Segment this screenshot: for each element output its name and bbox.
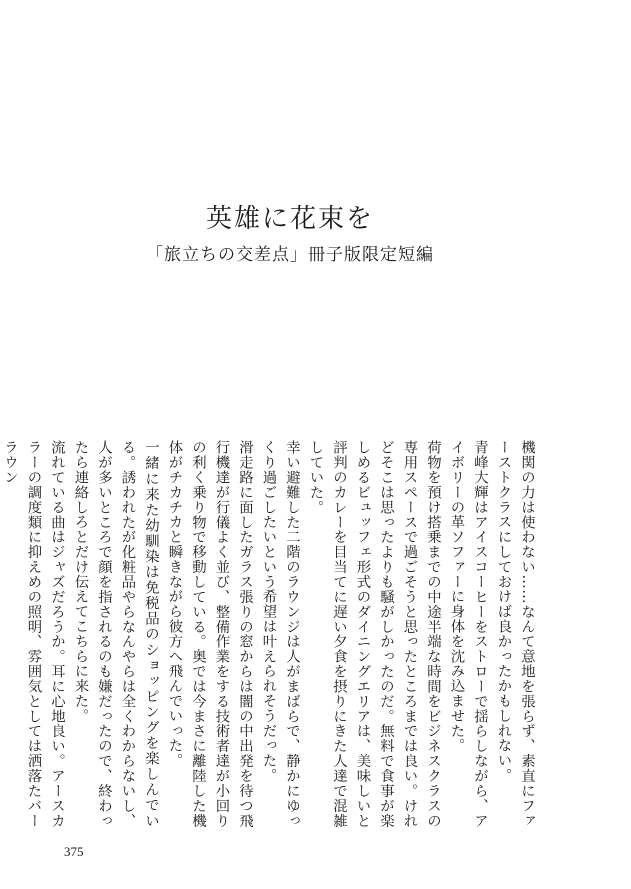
paragraph: 荷物を預け搭乗までの中途半端な時間をビジネスクラスの専用スペースで過ごそうと思ったところまでは良い。けれどそこは思ったよりも騒がしかったのだ。無料で食事が楽しめるビュッフェ形式のダイニングエリアは、美味しいと評判のカレーを目当てに遅い夕食を摂りにきた人達で混雑していた。 [307, 440, 441, 828]
story-title: 英雄に花束を [205, 204, 374, 234]
paragraph: 青峰大輝はアイスコーヒーをストローで揺らしながら、アイボリーの革ソファーに身体を沈み込ませた。 [448, 440, 488, 828]
paragraph: 幸い避難した二階のラウンジは人がまばらで、静かにゆっくり過ごしたいという希望は叶えられそうだった。 [260, 440, 300, 828]
story-subtitle: 「旅立ちの交差点」冊子版限定短編 [146, 245, 434, 265]
vertical-body-text [2, 440, 538, 828]
page-number: 375 [64, 844, 84, 859]
paragraph: 一緒に来た幼馴染は免税品のショッピングを楽しんでいる。誘われたが化粧品やらなんやらは全くわからないし、人が多いところで顔を指されるのも嫌だったので、終わったら連絡しろとだけ伝えてこちらに来た。 [72, 440, 159, 828]
paragraph: 機関の力は使わない……なんて意地を張らず、素直にファーストクラスにしておけば良かったかもしれない。 [495, 440, 535, 828]
paragraph: 滑走路に面したガラス張りの窓からは闇の中出発を待つ飛行機達が行儀よく並び、整備作業をする技術者達が小回りの利く乗り物で移動している。奥では今まさに離陸した機体がチカチカと瞬きながら彼方へ飛んでいった。 [166, 440, 253, 828]
paragraph: 流れている曲はジャズだろうか。耳に心地良い。アースカラーの調度類に抑えめの照明、雰囲気としては洒落たバーラウン [2, 440, 65, 828]
